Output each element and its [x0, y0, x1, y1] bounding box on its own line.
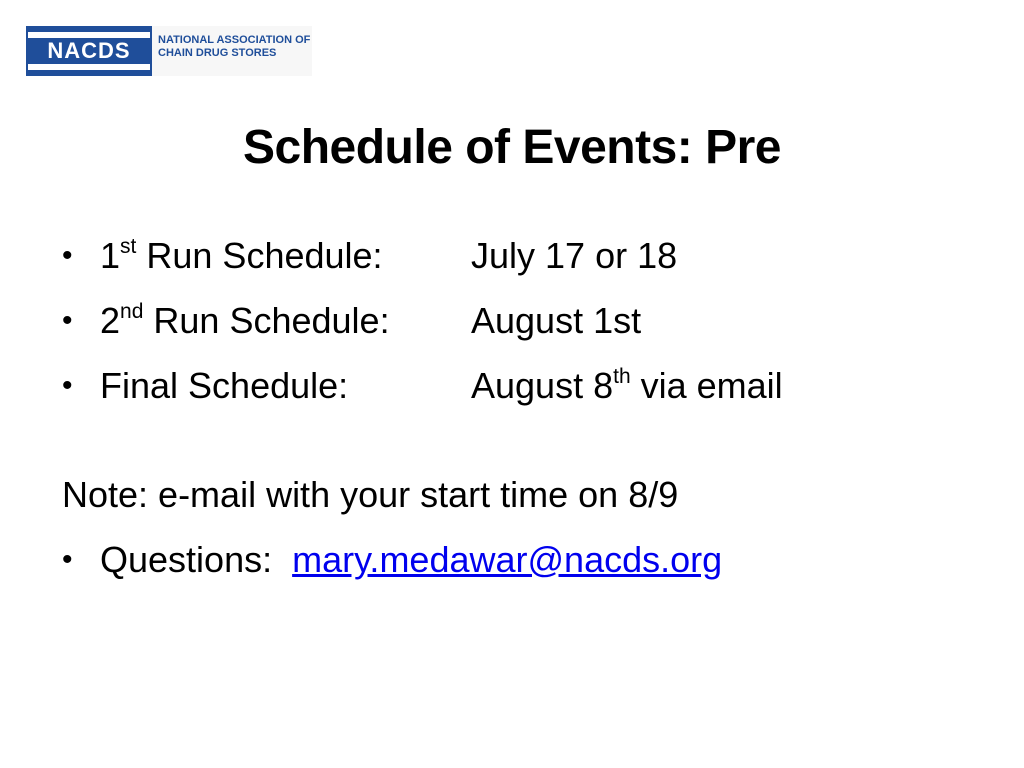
date-note: via email: [630, 365, 783, 406]
bullet-icon: •: [62, 239, 73, 272]
date-suffix: th: [613, 365, 631, 388]
schedule-item: [62, 299, 992, 343]
email-link[interactable]: mary.medawar@nacds.org: [292, 539, 723, 580]
slide-title: Schedule of Events: Pre: [243, 121, 781, 174]
schedule-date: July 17 or 18: [471, 235, 678, 276]
questions-label: [100, 538, 722, 582]
bullet-icon: •: [62, 304, 73, 337]
schedule-date: [471, 364, 783, 408]
schedule-date: August 1st: [471, 300, 642, 341]
schedule-label-text: Run Schedule:: [153, 300, 390, 341]
schedule-label: [100, 234, 383, 278]
bullet-icon: •: [62, 543, 73, 576]
nacds-logo: [26, 26, 312, 76]
questions-label-text: Questions:: [100, 539, 273, 580]
ordinal-suffix: nd: [120, 300, 144, 323]
ordinal-number: 2: [100, 300, 121, 341]
spacer: [62, 429, 992, 473]
note-row: [62, 473, 992, 517]
logo-line-2: CHAIN DRUG STORES: [158, 47, 277, 59]
logo-mark-text: NACDS: [47, 38, 131, 63]
bullet-icon: •: [62, 369, 73, 402]
ordinal-number: 1: [100, 235, 121, 276]
date-text: August 8: [471, 365, 614, 406]
schedule-item: [62, 364, 992, 408]
slide-body: [62, 234, 992, 603]
schedule-label: [100, 364, 348, 408]
logo-wordmark: [152, 26, 312, 76]
schedule-item: [62, 234, 992, 278]
logo-line-1: NATIONAL ASSOCIATION OF: [158, 34, 311, 46]
ordinal-suffix: st: [120, 235, 137, 258]
logo-mark: [26, 26, 152, 76]
questions-item: [62, 538, 992, 582]
schedule-label-text: Run Schedule:: [146, 235, 383, 276]
note-text: Note: e-mail with your start time on 8/9: [62, 474, 679, 515]
schedule-label: [100, 299, 390, 343]
schedule-label-text: Final Schedule:: [100, 365, 349, 406]
